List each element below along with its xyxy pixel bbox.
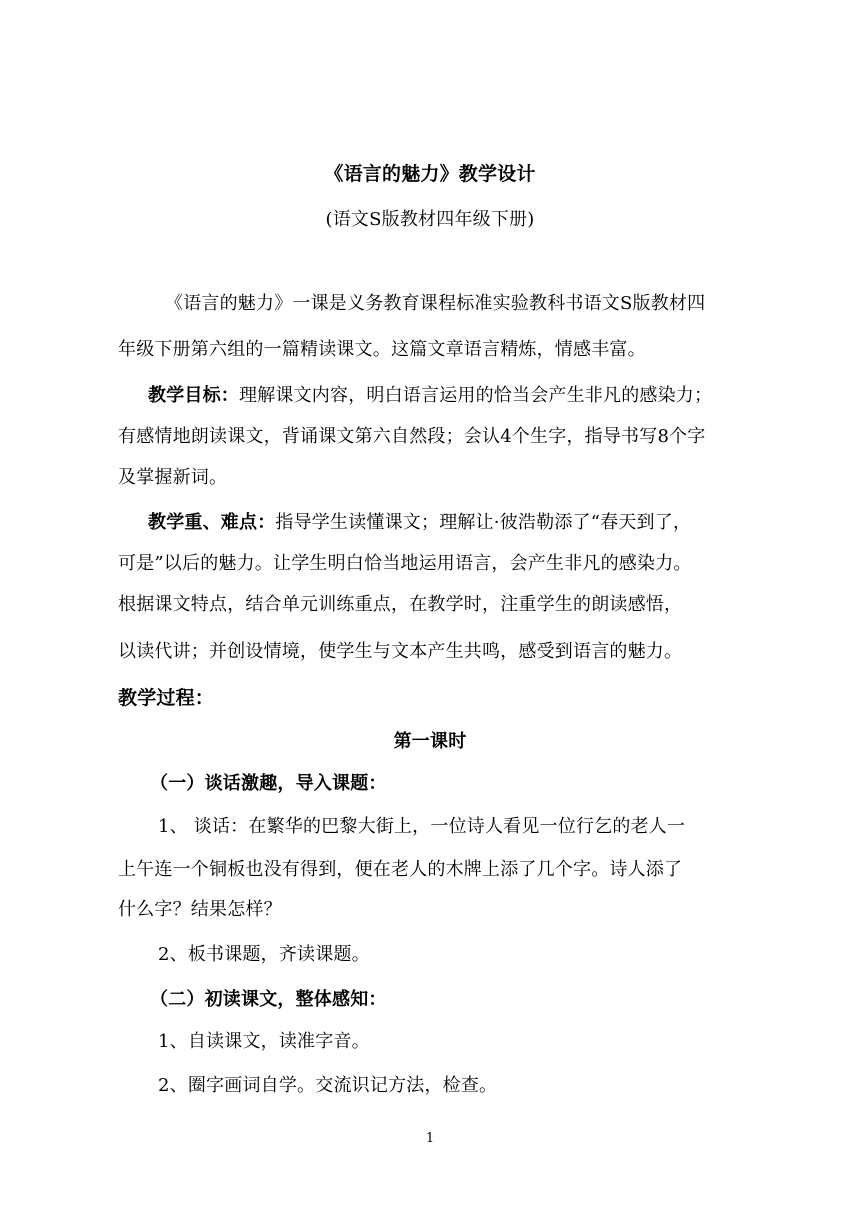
goals-line-1 <box>148 384 712 408</box>
intro-line-2: 年级下册第六组的一篇精读课文。这篇文章语言精炼，情感丰富。 <box>118 339 646 360</box>
section1-heading: （一）谈话激趣，导入课题： <box>150 773 387 794</box>
section2-heading: （二）初读课文，整体感知： <box>150 989 387 1010</box>
section1-item-1-end: 什么字？结果怎样？ <box>118 899 282 920</box>
key-points-line-4: 以读代讲；并创设情境，使学生与文本产生共鸣，感受到语言的魅力。 <box>118 641 683 662</box>
lesson-heading: 第一课时 <box>393 731 467 752</box>
key-points-label: 教学重、难点： <box>148 512 276 533</box>
goals-line-2: 有感情地朗读课文，背诵课文第六自然段；会认4个生字，指导书写8个字 <box>118 426 706 447</box>
intro-line-1: 《语言的魅力》一课是义务教育课程标准实验教科书语文S版教材四 <box>165 293 706 314</box>
section2-item-2: 2、圈字画词自学。交流识记方法，检查。 <box>158 1075 498 1096</box>
goals-text-1: 理解课文内容，明白语言运用的恰当会产生非凡的感染力； <box>239 385 713 406</box>
document-title: 《语言的魅力》教学设计 <box>324 163 536 185</box>
section2-item-1: 1、自读课文，读准字音。 <box>158 1031 370 1052</box>
key-points-line-2: 可是”以后的魅力。让学生明白恰当地运用语言，会产生非凡的感染力。 <box>118 553 692 574</box>
section1-item-2: 2、板书课题，齐读课题。 <box>158 944 370 965</box>
page-number: 1 <box>425 1131 435 1146</box>
process-heading: 教学过程： <box>118 687 215 709</box>
key-points-text-1: 指导学生读懂课文；理解让·彼浩勒添了“春天到了， <box>275 512 692 533</box>
goals-label: 教学目标： <box>148 385 239 406</box>
section1-item-1-cont: 上午连一个铜板也没有得到，便在老人的木牌上添了几个字。诗人添了 <box>118 859 683 880</box>
key-points-line-3: 根据课文特点，结合单元训练重点，在教学时，注重学生的朗读感悟， <box>118 594 683 615</box>
section1-item-1: 1、 谈话：在繁华的巴黎大街上，一位诗人看见一位行乞的老人一 <box>158 816 686 837</box>
key-points-line-1 <box>148 511 691 535</box>
document-subtitle: (语文S版教材四年级下册) <box>325 209 535 230</box>
goals-line-3: 及掌握新词。 <box>118 467 228 488</box>
